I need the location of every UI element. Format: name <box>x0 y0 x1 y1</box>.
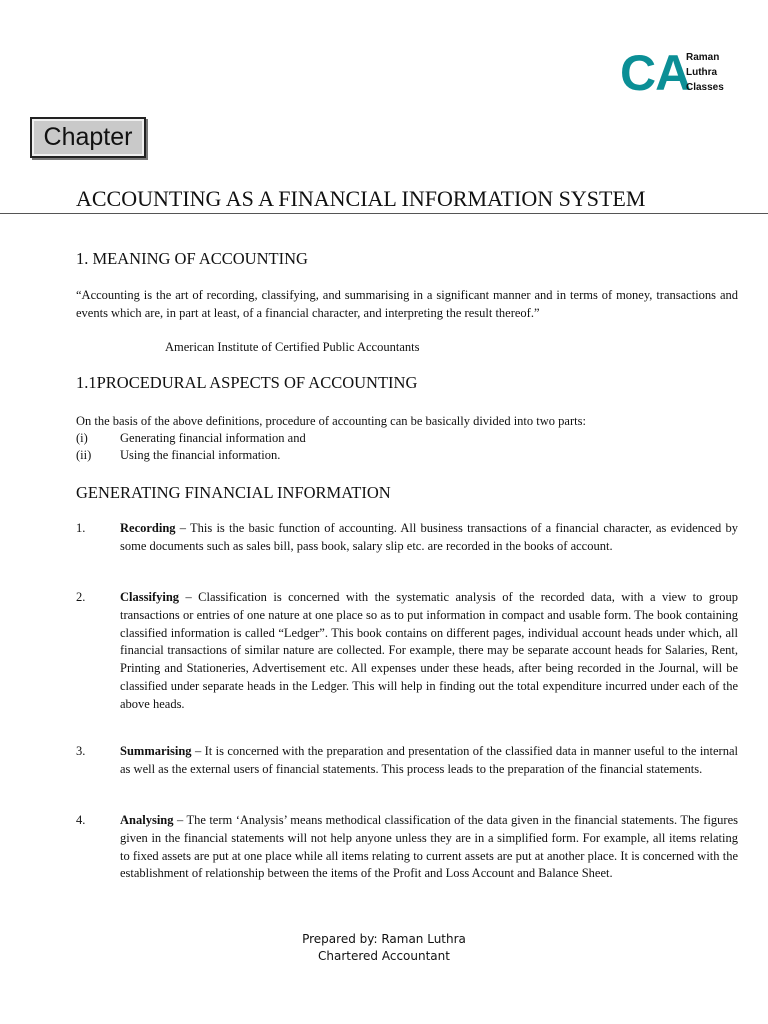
logo <box>620 45 750 101</box>
logo-words <box>686 50 724 95</box>
section-heading-meaning: 1. MEANING OF ACCOUNTING <box>76 249 308 268</box>
item-text: – This is the basic function of accounting. All business transactions of a financial character, as evidenced by some documents such as sales bill, pass book, salary slip etc. are recorded in the books of account. <box>120 521 738 553</box>
logo-line: Classes <box>686 82 724 93</box>
list-item-number: (ii) <box>76 448 92 462</box>
section-heading-generating: GENERATING FINANCIAL INFORMATION <box>76 483 391 502</box>
item-term: Summarising <box>120 744 192 758</box>
item-number: 2. <box>76 590 86 604</box>
list-item-text: Using the financial information. <box>120 448 281 462</box>
item-body <box>120 743 738 779</box>
item-term: Analysing <box>120 813 174 827</box>
item-text: – The term ‘Analysis’ means methodical classification of the data given in the financial statements. The figures given in the financial statements will not help anyone unless they are in a simplified form. For example, all items relating to fixed assets are put at one place while all items relating to current assets are put at another place. It is concerned with the establishment of relationship between the items of the Profit and Loss Account and Balance Sheet. <box>120 813 738 881</box>
chapter-badge: Chapter <box>30 117 146 158</box>
item-term: Classifying <box>120 590 180 604</box>
logo-letters: CA <box>620 45 691 101</box>
footer-role: Chartered Accountant <box>318 949 450 963</box>
item-text: – It is concerned with the preparation and presentation of the classified data in manner useful to the internal as well as the external users of financial statements. This process leads to the preparation of the financial statements. <box>120 744 738 776</box>
item-text: – Classification is concerned with the systematic analysis of the recorded data, with a view to group transactions or entries of one nature at one place so as to put information in compact and usable form. The book containing classified information is called “Ledger”. This book contains on different pages, individual account heads under which, all financial transactions of similar nature are collected. For example, there may be separate account heads for Salaries, Rent, Printing and Stationeries, Advertisement etc. All expenses under these heads, after being recorded in the Journal, will be classified under separate heads in the Ledger. This will help in finding out the total expenditure incurred under each of the above heads. <box>120 590 738 711</box>
list-item-number: (i) <box>76 431 88 445</box>
procedure-intro: On the basis of the above definitions, procedure of accounting can be basically divided into two parts: <box>76 414 586 428</box>
item-body <box>120 520 738 556</box>
logo-line: Raman <box>686 52 720 63</box>
definition-quote: “Accounting is the art of recording, classifying, and summarising in a significant manner and in terms of money, transactions and events which are, in part at least, of a financial character, and interpreting the result thereof.” <box>76 288 738 320</box>
numbered-item-summarising <box>76 743 738 779</box>
item-number: 3. <box>76 744 86 758</box>
section-heading-procedural: 1.1PROCEDURAL ASPECTS OF ACCOUNTING <box>76 373 418 392</box>
footer-prepared-by: Prepared by: Raman Luthra <box>302 932 466 946</box>
page-title: ACCOUNTING AS A FINANCIAL INFORMATION SYSTEM <box>76 186 646 211</box>
quote-attribution: American Institute of Certified Public Accountants <box>165 340 420 354</box>
footer <box>0 931 768 965</box>
title-divider <box>0 213 768 214</box>
item-number: 4. <box>76 813 86 827</box>
numbered-item-recording <box>76 520 738 556</box>
item-term: Recording <box>120 521 176 535</box>
numbered-item-classifying <box>76 589 738 714</box>
item-body <box>120 589 738 714</box>
item-body <box>120 812 738 883</box>
item-number: 1. <box>76 521 86 535</box>
logo-line: Luthra <box>686 67 718 78</box>
list-item-text: Generating financial information and <box>120 431 306 445</box>
numbered-item-analysing <box>76 812 738 883</box>
